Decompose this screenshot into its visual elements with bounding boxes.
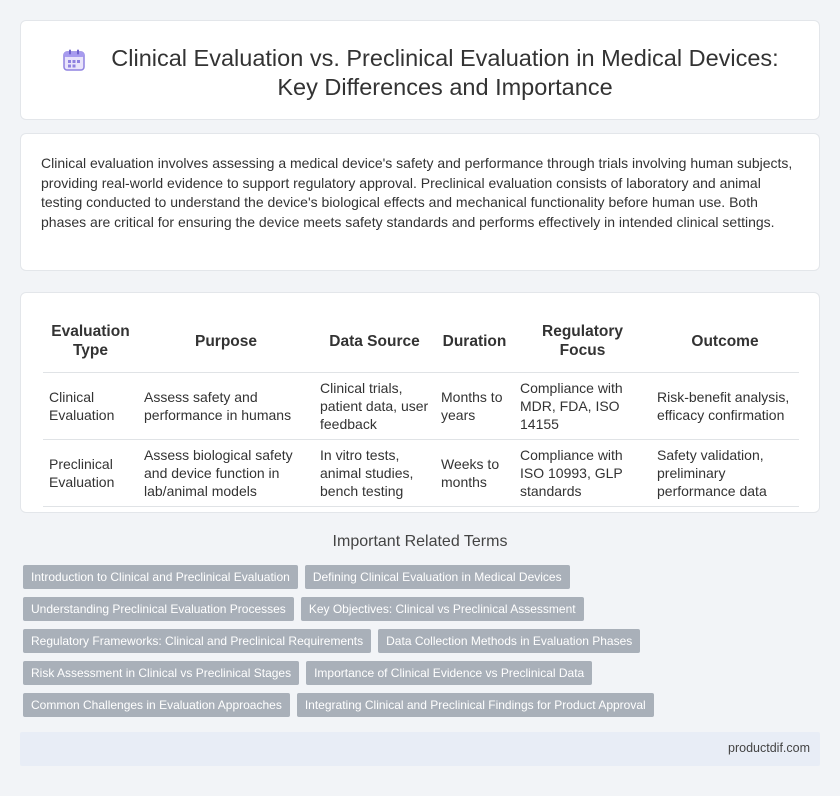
table-cell: Compliance with ISO 10993, GLP standards (514, 439, 651, 506)
table-row (43, 439, 799, 506)
table-header-row (43, 311, 799, 372)
table-cell: Safety validation, preliminary performance data (651, 439, 799, 506)
page-title (61, 44, 799, 102)
related-term-link[interactable]: Defining Clinical Evaluation in Medical Devices (305, 565, 570, 589)
page-title-line2: Key Differences and Importance (277, 74, 613, 100)
table-cell: Assess biological safety and device function in lab/animal models (138, 439, 314, 506)
table-cell: Compliance with MDR, FDA, ISO 14155 (514, 372, 651, 439)
related-term-link[interactable]: Key Objectives: Clinical vs Preclinical Assessment (301, 597, 584, 621)
table-cell: Weeks to months (435, 439, 514, 506)
related-terms-list (23, 565, 823, 725)
table-cell: Months to years (435, 372, 514, 439)
related-term-link[interactable]: Understanding Preclinical Evaluation Processes (23, 597, 294, 621)
related-term-link[interactable]: Data Collection Methods in Evaluation Phases (378, 629, 640, 653)
header-purpose: Purpose (138, 311, 314, 372)
related-terms-title: Important Related Terms (332, 533, 508, 550)
related-term-link[interactable]: Integrating Clinical and Preclinical Findings for Product Approval (297, 693, 654, 717)
table-cell: Clinical Evaluation (43, 372, 138, 439)
table-cell: Assess safety and performance in humans (138, 372, 314, 439)
header-regulatory-focus: Regulatory Focus (514, 311, 651, 372)
related-term-link[interactable]: Common Challenges in Evaluation Approaches (23, 693, 290, 717)
intro-paragraph: Clinical evaluation involves assessing a medical device's safety and performance through trials involving human subjects, providing real-world evidence to support regulatory approval. Preclinical evaluation consists of laboratory and animal testing conducted to understand the device's biological effects and mechanical functionality before human use. Both phases are critical for ensuring the device meets safety standards and performs effectively in intended clinical settings. (41, 155, 793, 230)
table-cell: Preclinical Evaluation (43, 439, 138, 506)
table-cell: Clinical trials, patient data, user feedback (314, 372, 435, 439)
header-evaluation-type: Evaluation Type (43, 311, 138, 372)
header-card (20, 20, 820, 120)
table-row (43, 372, 799, 439)
header-duration: Duration (435, 311, 514, 372)
intro-card (20, 133, 820, 271)
comparison-table-card (20, 292, 820, 513)
page-title-line1: Clinical Evaluation vs. Preclinical Evaluation in Medical Devices: (111, 45, 779, 71)
footer-site[interactable]: productdif.com (728, 741, 810, 755)
table-cell: Risk-benefit analysis, efficacy confirmation (651, 372, 799, 439)
related-term-link[interactable]: Introduction to Clinical and Preclinical Evaluation (23, 565, 298, 589)
related-term-link[interactable]: Importance of Clinical Evidence vs Preclinical Data (306, 661, 592, 685)
footer (20, 732, 820, 766)
related-term-link[interactable]: Risk Assessment in Clinical vs Preclinical Stages (23, 661, 299, 685)
comparison-table (43, 311, 799, 507)
related-term-link[interactable]: Regulatory Frameworks: Clinical and Preclinical Requirements (23, 629, 371, 653)
header-outcome: Outcome (651, 311, 799, 372)
table-cell: In vitro tests, animal studies, bench testing (314, 439, 435, 506)
header-data-source: Data Source (314, 311, 435, 372)
